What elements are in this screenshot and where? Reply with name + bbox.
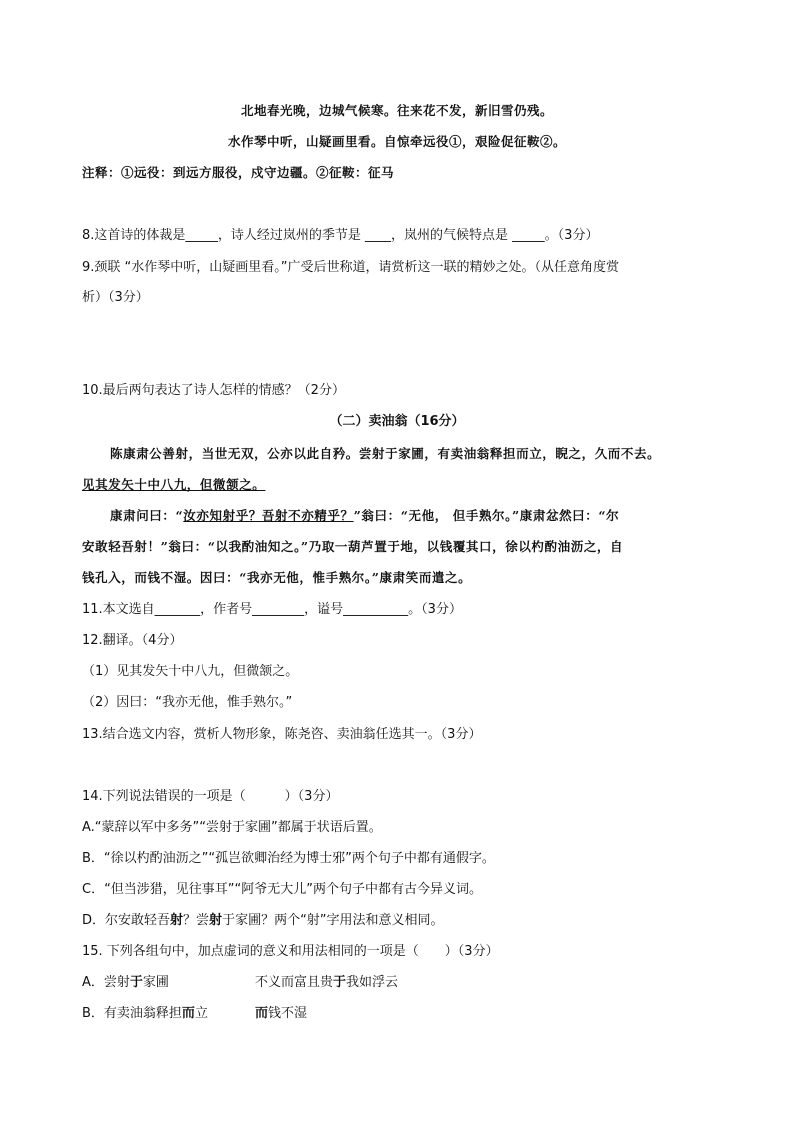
poem-annotation: 注释：①远役：到远方服役，戍守边疆。②征鞍：征马 [82, 165, 395, 180]
q15a-right-key: 于 [333, 975, 347, 990]
question-12: 12.翻译。（4分） [82, 633, 183, 648]
q15a-left-key: 于 [129, 975, 143, 990]
option-d-text-2: ？尝 [183, 913, 210, 928]
q15b-left-pre: B．有卖油翁释担 [82, 1006, 182, 1021]
q15b-left-post: 立 [194, 1006, 208, 1021]
question-9-line-2: 析）（3分） [82, 290, 149, 305]
question-8: 8.这首诗的体裁是_____，诗人经过岚州的季节是 ____，岚州的气候特点是 _____。（3分） [82, 228, 599, 243]
question-14-option-c: C．“但当涉猎，见往事耳”“阿爷无大儿”两个句子中都有古今异义词。 [82, 882, 483, 897]
question-13: 13.结合选文内容，赏析人物形象，陈尧咨、卖油翁任选其一。（3分） [82, 727, 482, 742]
question-12-item-2: （2）因曰：“我亦无他，惟手熟尔。” [82, 695, 293, 710]
q15a-right-pre: 不义而富且贵 [255, 975, 334, 990]
question-15-option-b-right [255, 1005, 307, 1023]
passage-p2-line-2: 安敢轻吾射！”翁曰：“以我酌油知之。”乃取一葫芦置于地，以钱覆其口，徐以杓酌油沥之，自 [82, 539, 624, 554]
passage-p1-line-2: 见其发矢十中八九，但微颔之。 [82, 477, 266, 492]
section-title: （二）卖油翁（16分） [329, 414, 465, 429]
option-d-key-2: 射 [209, 913, 223, 928]
question-15: 15. 下列各组句中，加点虚词的意义和用法相同的一项是（ ）（3分） [82, 944, 499, 959]
passage-p2-line-1 [110, 507, 619, 525]
passage-p2-text-a: 康肃问曰：“ [110, 508, 184, 523]
q15a-left-pre: A．尝射 [82, 975, 130, 990]
option-d-text-1: D．尔安敢轻吾 [82, 913, 171, 928]
q15b-right-key: 而 [255, 1006, 269, 1021]
q15a-left-post: 家圃 [142, 975, 169, 990]
option-d-text-3: 于家圃？两个“射”字用法和意义相同。 [222, 913, 444, 928]
question-15-option-a-left [82, 974, 169, 992]
question-15-option-a-right [255, 974, 398, 992]
question-14-option-a: A.“蒙辞以军中多务”“尝射于家圃”都属于状语后置。 [82, 820, 382, 835]
q15b-right-post: 钱不湿 [268, 1006, 308, 1021]
passage-p2-line-3: 钱孔入，而钱不湿。因曰：“我亦无他，惟手熟尔。”康肃笑而遣之。 [82, 570, 472, 585]
question-12-item-1: （1）见其发矢十中八九，但微颔之。 [82, 664, 299, 679]
option-d-key-1: 射 [170, 913, 184, 928]
question-9-line-1: 9.颈联 “水作琴中听，山疑画里看。”广受后世称道，请赏析这一联的精妙之处。（从任意角度赏 [82, 260, 620, 275]
question-11: 11.本文选自_______，作者号________，谥号__________。（3分） [82, 602, 462, 617]
poem-line-2: 水作琴中听，山疑画里看。自惊牵远役①，艰险促征鞍②。 [227, 134, 566, 149]
q15b-left-key: 而 [181, 1006, 195, 1021]
question-10: 10.最后两句表达了诗人怎样的情感？（2分） [82, 383, 345, 398]
question-14-option-d [82, 912, 444, 930]
q15a-right-post: 我如浮云 [346, 975, 399, 990]
question-14-option-b: B．“徐以杓酌油沥之”“孤岂欲卿治经为博士邪”两个句子中都有通假字。 [82, 851, 495, 866]
question-14: 14.下列说法错误的一项是（ ）（3分） [82, 789, 339, 804]
poem-line-1: 北地春光晚，边城气候寒。往来花不发，新旧雪仍残。 [240, 103, 553, 118]
passage-p1-line-1: 陈康肃公善射，当世无双，公亦以此自矜。尝射于家圃，有卖油翁释担而立，睨之，久而不去。 [110, 446, 661, 461]
question-15-option-b-left [82, 1005, 208, 1023]
passage-p2-underlined: 汝亦知射乎？吾射不亦精乎？ [183, 508, 354, 523]
passage-p2-text-b: ”翁曰：“无他， 但手熟尔。”康肃忿然曰：“尔 [353, 508, 620, 523]
